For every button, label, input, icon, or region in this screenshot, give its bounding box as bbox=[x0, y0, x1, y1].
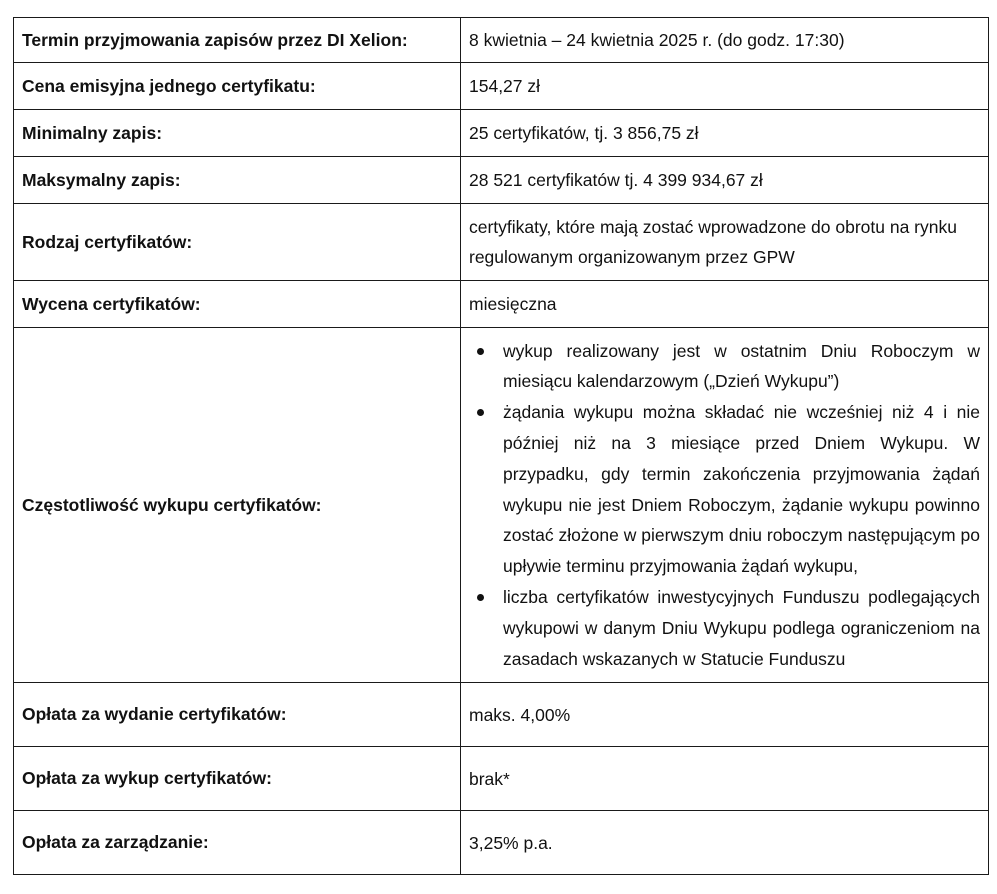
table-row bbox=[14, 281, 989, 328]
bullet-icon bbox=[477, 348, 484, 355]
fund-info-table bbox=[13, 17, 989, 875]
row-label: Częstotliwość wykupu certyfikatów: bbox=[14, 328, 461, 683]
row-value: brak* bbox=[461, 747, 989, 811]
bullet-icon bbox=[477, 409, 484, 416]
table-row bbox=[14, 110, 989, 157]
row-label: Minimalny zapis: bbox=[14, 110, 461, 157]
row-label: Opłata za wykup certyfikatów: bbox=[14, 747, 461, 811]
table-row bbox=[14, 157, 989, 204]
list-item-text: żądania wykupu można składać nie wcześniej niż 4 i nie później niż na 3 miesiące przed Dniem Wykupu. W przypadku, gdy termin zakończenia przyjmowania żądań wykupu nie jest Dniem Roboczym, żądanie wykupu powinno zostać złożone w pierwszym dniu roboczym następującym po upływie terminu przyjmowania żądań wykupu, bbox=[503, 402, 980, 577]
row-value: 154,27 zł bbox=[461, 63, 989, 110]
row-value: 25 certyfikatów, tj. 3 856,75 zł bbox=[461, 110, 989, 157]
row-value: certyfikaty, które mają zostać wprowadzone do obrotu na rynku regulowanym organizowanym przez GPW bbox=[461, 204, 989, 281]
row-value bbox=[461, 328, 989, 683]
row-value: 3,25% p.a. bbox=[461, 811, 989, 875]
table-row bbox=[14, 747, 989, 811]
bullet-icon bbox=[477, 594, 484, 601]
row-label: Rodzaj certyfikatów: bbox=[14, 204, 461, 281]
row-label: Opłata za wydanie certyfikatów: bbox=[14, 683, 461, 747]
table-row bbox=[14, 328, 989, 683]
table-row bbox=[14, 204, 989, 281]
table-row bbox=[14, 683, 989, 747]
table-row bbox=[14, 811, 989, 875]
row-value: 8 kwietnia – 24 kwietnia 2025 r. (do godz. 17:30) bbox=[461, 18, 989, 63]
table-row bbox=[14, 63, 989, 110]
row-label: Opłata za zarządzanie: bbox=[14, 811, 461, 875]
list-item-text: wykup realizowany jest w ostatnim Dniu Roboczym w miesiącu kalendarzowym („Dzień Wykupu”) bbox=[503, 340, 980, 392]
row-label: Wycena certyfikatów: bbox=[14, 281, 461, 328]
row-label: Maksymalny zapis: bbox=[14, 157, 461, 204]
row-value: 28 521 certyfikatów tj. 4 399 934,67 zł bbox=[461, 157, 989, 204]
list-item bbox=[503, 582, 980, 674]
list-item-text: liczba certyfikatów inwestycyjnych Funduszu podlegających wykupowi w danym Dniu Wykupu podlega ograniczeniom na zasadach wskazanych w Statucie Funduszu bbox=[503, 586, 980, 669]
row-label: Cena emisyjna jednego certyfikatu: bbox=[14, 63, 461, 110]
redemption-bullet-list bbox=[469, 336, 980, 675]
row-value: miesięczna bbox=[461, 281, 989, 328]
row-value: maks. 4,00% bbox=[461, 683, 989, 747]
list-item bbox=[503, 336, 980, 398]
list-item bbox=[503, 397, 980, 582]
table-row bbox=[14, 18, 989, 63]
row-label: Termin przyjmowania zapisów przez DI Xelion: bbox=[14, 18, 461, 63]
